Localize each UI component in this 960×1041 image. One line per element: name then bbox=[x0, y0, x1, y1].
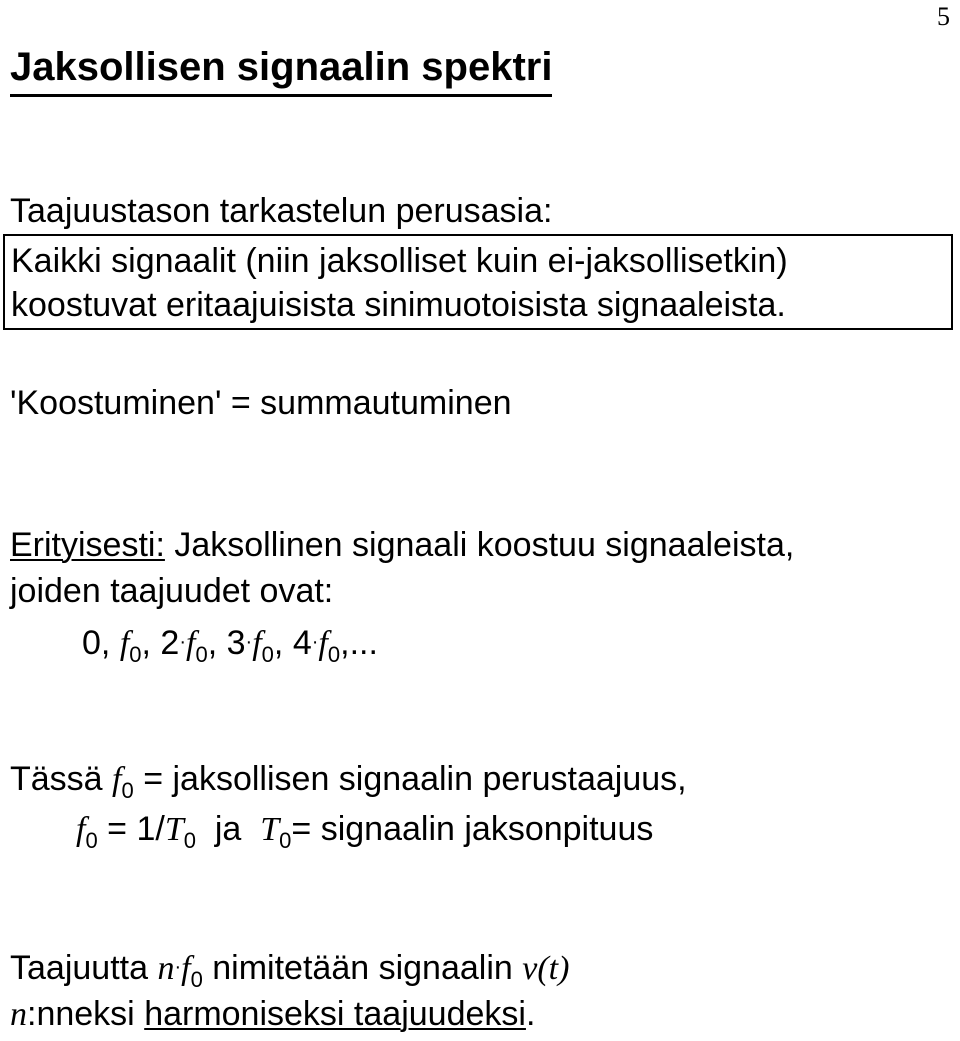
harmonic-v: v bbox=[522, 950, 538, 987]
here-sub: 0 bbox=[121, 778, 134, 803]
relation-eq: = 1/ bbox=[97, 810, 165, 848]
boxed-line-2: koostuvat eritaajuisista sinimuotoisista signaaleista. bbox=[11, 286, 786, 324]
freq-two: 2 bbox=[160, 624, 180, 662]
freq-f-4: f bbox=[318, 625, 328, 662]
freq-sep-2: , bbox=[207, 624, 227, 662]
relation-line bbox=[76, 806, 653, 856]
definition-line: 'Koostuminen' = summautuminen bbox=[10, 384, 512, 422]
frequency-list bbox=[82, 620, 378, 671]
freq-four: 4 bbox=[292, 624, 312, 662]
page-title: Jaksollisen signaalin spektri bbox=[10, 40, 552, 97]
freq-zero: 0, bbox=[82, 624, 120, 662]
here-rest: = jaksollisen signaalin perustaajuus, bbox=[133, 760, 687, 798]
relation-T2: T bbox=[260, 811, 280, 848]
harmonic-end: . bbox=[525, 995, 536, 1033]
dot-operator: · bbox=[245, 631, 253, 653]
specifically-label: Erityisesti: bbox=[10, 526, 165, 564]
harmonic-mid: nimitetään signaalin bbox=[202, 949, 523, 987]
harmonic-n2: n bbox=[10, 996, 27, 1033]
freq-f-1: f bbox=[119, 625, 130, 662]
freq-sub-2: 0 bbox=[195, 642, 208, 667]
freq-three: 3 bbox=[226, 624, 246, 662]
harmonic-t: (t) bbox=[537, 950, 570, 987]
freq-f-3: f bbox=[252, 625, 262, 662]
dot-operator: · bbox=[179, 631, 187, 653]
here-prefix: Tässä bbox=[10, 760, 113, 798]
here-line bbox=[10, 756, 687, 806]
relation-sub-1: 0 bbox=[85, 828, 98, 853]
dot-operator: · bbox=[174, 956, 182, 978]
harmonic-f: f bbox=[181, 950, 191, 987]
freq-sep-3: , bbox=[273, 624, 293, 662]
freq-sub-4: 0 bbox=[327, 642, 341, 667]
intro-heading: Taajuustason tarkastelun perusasia: bbox=[10, 192, 553, 230]
highlight-box bbox=[3, 234, 953, 330]
specifically-line-1 bbox=[10, 522, 794, 568]
freq-f-2: f bbox=[186, 625, 196, 662]
freq-sep-1: , bbox=[141, 624, 161, 662]
harmonic-prefix: Taajuutta bbox=[10, 949, 158, 987]
harmonic-line2-mid: :nneksi bbox=[27, 995, 145, 1033]
here-f: f bbox=[112, 761, 122, 798]
freq-ellipsis: ,... bbox=[340, 624, 378, 662]
harmonic-line-2 bbox=[10, 991, 535, 1038]
relation-f: f bbox=[76, 811, 86, 848]
boxed-line-1: Kaikki signaalit (niin jaksolliset kuin ei-jaksollisetkin) bbox=[11, 242, 788, 280]
freq-sub-1: 0 bbox=[129, 642, 142, 667]
specifically-text-1: Jaksollinen signaali koostuu signaaleista, bbox=[164, 526, 795, 564]
relation-ja: ja bbox=[195, 810, 261, 848]
harmonic-line-1 bbox=[10, 945, 569, 996]
freq-sub-3: 0 bbox=[261, 642, 274, 667]
harmonic-term: harmoniseksi taajuudeksi bbox=[144, 995, 526, 1033]
page-number: 5 bbox=[937, 2, 950, 31]
relation-sub-3: 0 bbox=[279, 828, 292, 853]
specifically-line-2: joiden taajuudet ovat: bbox=[10, 572, 334, 610]
relation-T: T bbox=[164, 811, 184, 848]
harmonic-n: n bbox=[157, 950, 175, 987]
harmonic-sub: 0 bbox=[190, 967, 203, 992]
relation-rest: = signaalin jaksonpituus bbox=[291, 810, 654, 848]
relation-sub-2: 0 bbox=[183, 828, 196, 853]
dot-operator: · bbox=[311, 631, 319, 653]
